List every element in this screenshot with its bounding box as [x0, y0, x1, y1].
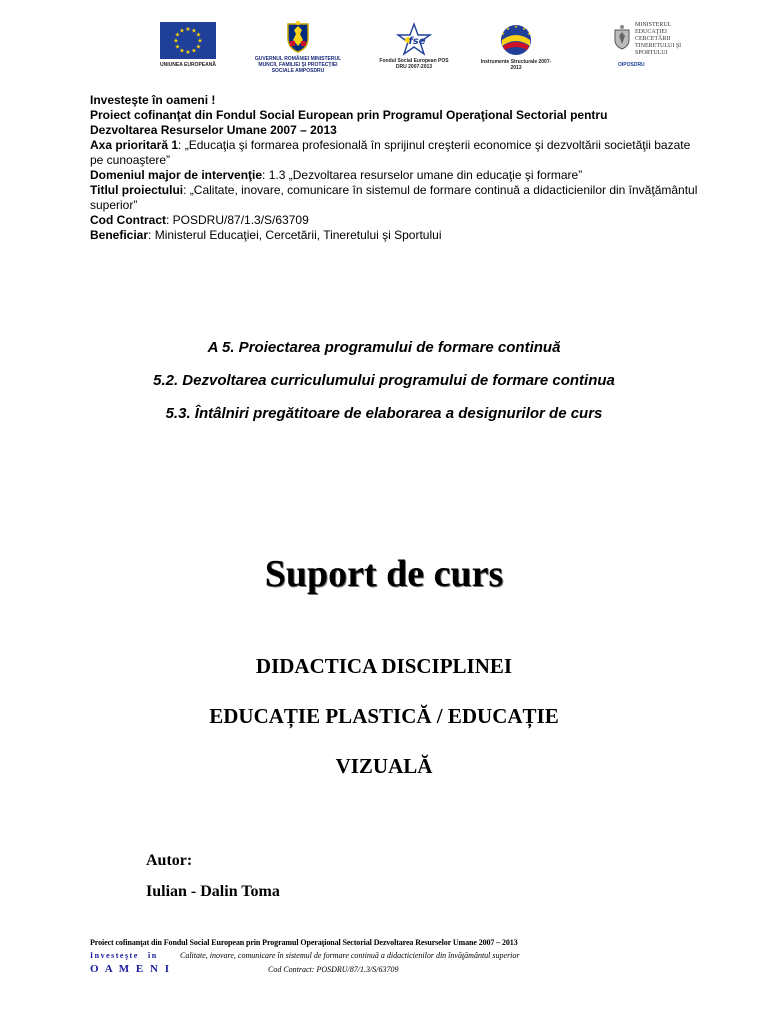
svg-text:★: ★ — [197, 37, 203, 45]
svg-text:★: ★ — [195, 31, 202, 39]
project-line-1: Proiect cofinanţat din Fondul Social European prin Programul Operaţional Sectorial pentru — [90, 108, 608, 122]
cod-value: : POSDRU/87/1.3/S/63709 — [166, 213, 309, 227]
svg-text:★: ★ — [185, 49, 191, 56]
footer-contract: Cod Contract: POSDRU/87/1.3/S/63709 — [268, 965, 399, 974]
svg-text:★: ★ — [501, 31, 505, 36]
coat-of-arms-icon — [284, 20, 312, 54]
titlu-proiect — [90, 183, 700, 213]
ministry-logo — [610, 22, 686, 68]
author-name: Iulian - Dalin Toma — [146, 883, 280, 900]
svg-text:★: ★ — [179, 27, 185, 35]
domeniu-label: Domeniul major de intervenţie — [90, 168, 263, 182]
axa-label: Axa prioritară 1 — [90, 138, 179, 152]
domeniu-interventie — [90, 168, 700, 183]
ministry-caption: OIPOSDRU — [618, 62, 645, 68]
axa-prioritara — [90, 138, 700, 168]
titlu-label: Titlul proiectului — [90, 183, 184, 197]
axa-value: : „Educaţia şi formarea profesională în sprijinul creşterii economice şi dezvoltării societăţii bazate pe cunoaştere” — [90, 138, 691, 167]
svg-text:★: ★ — [174, 31, 181, 39]
domeniu-value: : 1.3 „Dezvoltarea resurselor umane din educaţie şi formare” — [262, 168, 583, 182]
fse-star-icon — [394, 22, 434, 56]
footer-project-title: Calitate, inovare, comunicare în sistemul de formare continuă a didacticienilor din învăţământul superior — [180, 951, 520, 960]
eu-flag-icon — [160, 22, 216, 59]
fse-logo — [378, 22, 450, 70]
project-info — [90, 93, 700, 243]
footer-invest-word-1: Investeşte — [90, 951, 139, 960]
eu-logo — [148, 22, 228, 68]
ministry-name-text: MINISTERUL EDUCAŢIEI CERCETĂRII TINERETULUI ŞI SPORTULUI — [635, 22, 682, 56]
fse-mark-text: fse — [408, 36, 426, 47]
cod-contract — [90, 213, 700, 228]
svg-text:★: ★ — [506, 26, 510, 31]
eu-caption: UNIUNEA EUROPEANĂ — [160, 62, 216, 68]
svg-text:★: ★ — [522, 26, 526, 31]
discipline-line-3: VIZUALĂ — [335, 754, 433, 778]
activity-heading-3: 5.3. Întâlniri pregătitoare de elaborarea a designurilor de curs — [165, 405, 603, 422]
instrumente-logo — [478, 22, 554, 71]
svg-text:★: ★ — [191, 47, 197, 55]
svg-text:★: ★ — [195, 43, 202, 51]
titlu-value: : „Calitate, inovare, comunicare în sistemul de formare continuă a didacticienilor din învăţământul superior” — [90, 183, 698, 212]
instrumente-caption: Instrumente Structurale 2007-2013 — [480, 59, 552, 71]
svg-text:★: ★ — [179, 47, 185, 55]
project-line-2: Dezvoltarea Resurselor Umane 2007 – 2013 — [90, 123, 337, 137]
government-caption: GUVERNUL ROMÂNIEI MINISTERUL MUNCII, FAMILIEI ŞI PROTECŢIEI SOCIALE AMPOSDRU — [254, 56, 342, 74]
cod-label: Cod Contract — [90, 213, 166, 227]
svg-text:★: ★ — [173, 37, 179, 45]
slogan: Investeşte în oameni ! — [90, 93, 216, 107]
footer-invest-word-2: în — [148, 951, 158, 960]
svg-text:★: ★ — [174, 43, 181, 51]
svg-text:★: ★ — [527, 31, 531, 36]
beneficiar-label: Beneficiar — [90, 228, 149, 242]
activity-heading-1: A 5. Proiectarea programului de formare continuă — [207, 339, 561, 356]
footer-oameni: O A M E N I — [90, 963, 171, 975]
government-logo — [252, 20, 344, 74]
author-label: Autor: — [146, 852, 193, 869]
ministry-emblem-icon — [612, 24, 632, 50]
fse-caption: Fondul Social European POS DRU 2007-2013 — [379, 58, 449, 70]
footer-cofinantat: Proiect cofinanţat din Fondul Social European prin Programul Operaţional Sectorial Dezvoltarea Resurselor Umane 2007 – 2013 — [90, 938, 518, 947]
discipline-line-1: DIDACTICA DISCIPLINEI — [255, 654, 513, 678]
svg-text:★: ★ — [185, 26, 191, 33]
svg-text:★: ★ — [191, 27, 197, 35]
document-title: Suport de curs — [264, 553, 504, 595]
instrumente-structurale-icon — [494, 22, 538, 58]
discipline-line-2: EDUCAȚIE PLASTICĂ / EDUCAȚIE — [209, 704, 559, 728]
beneficiar-value: : Ministerul Educaţiei, Cercetării, Tineretului şi Sportului — [148, 228, 442, 242]
activity-heading-2: 5.2. Dezvoltarea curriculumului programului de formare continua — [153, 372, 615, 389]
svg-text:★: ★ — [514, 24, 518, 29]
beneficiar — [90, 228, 700, 243]
